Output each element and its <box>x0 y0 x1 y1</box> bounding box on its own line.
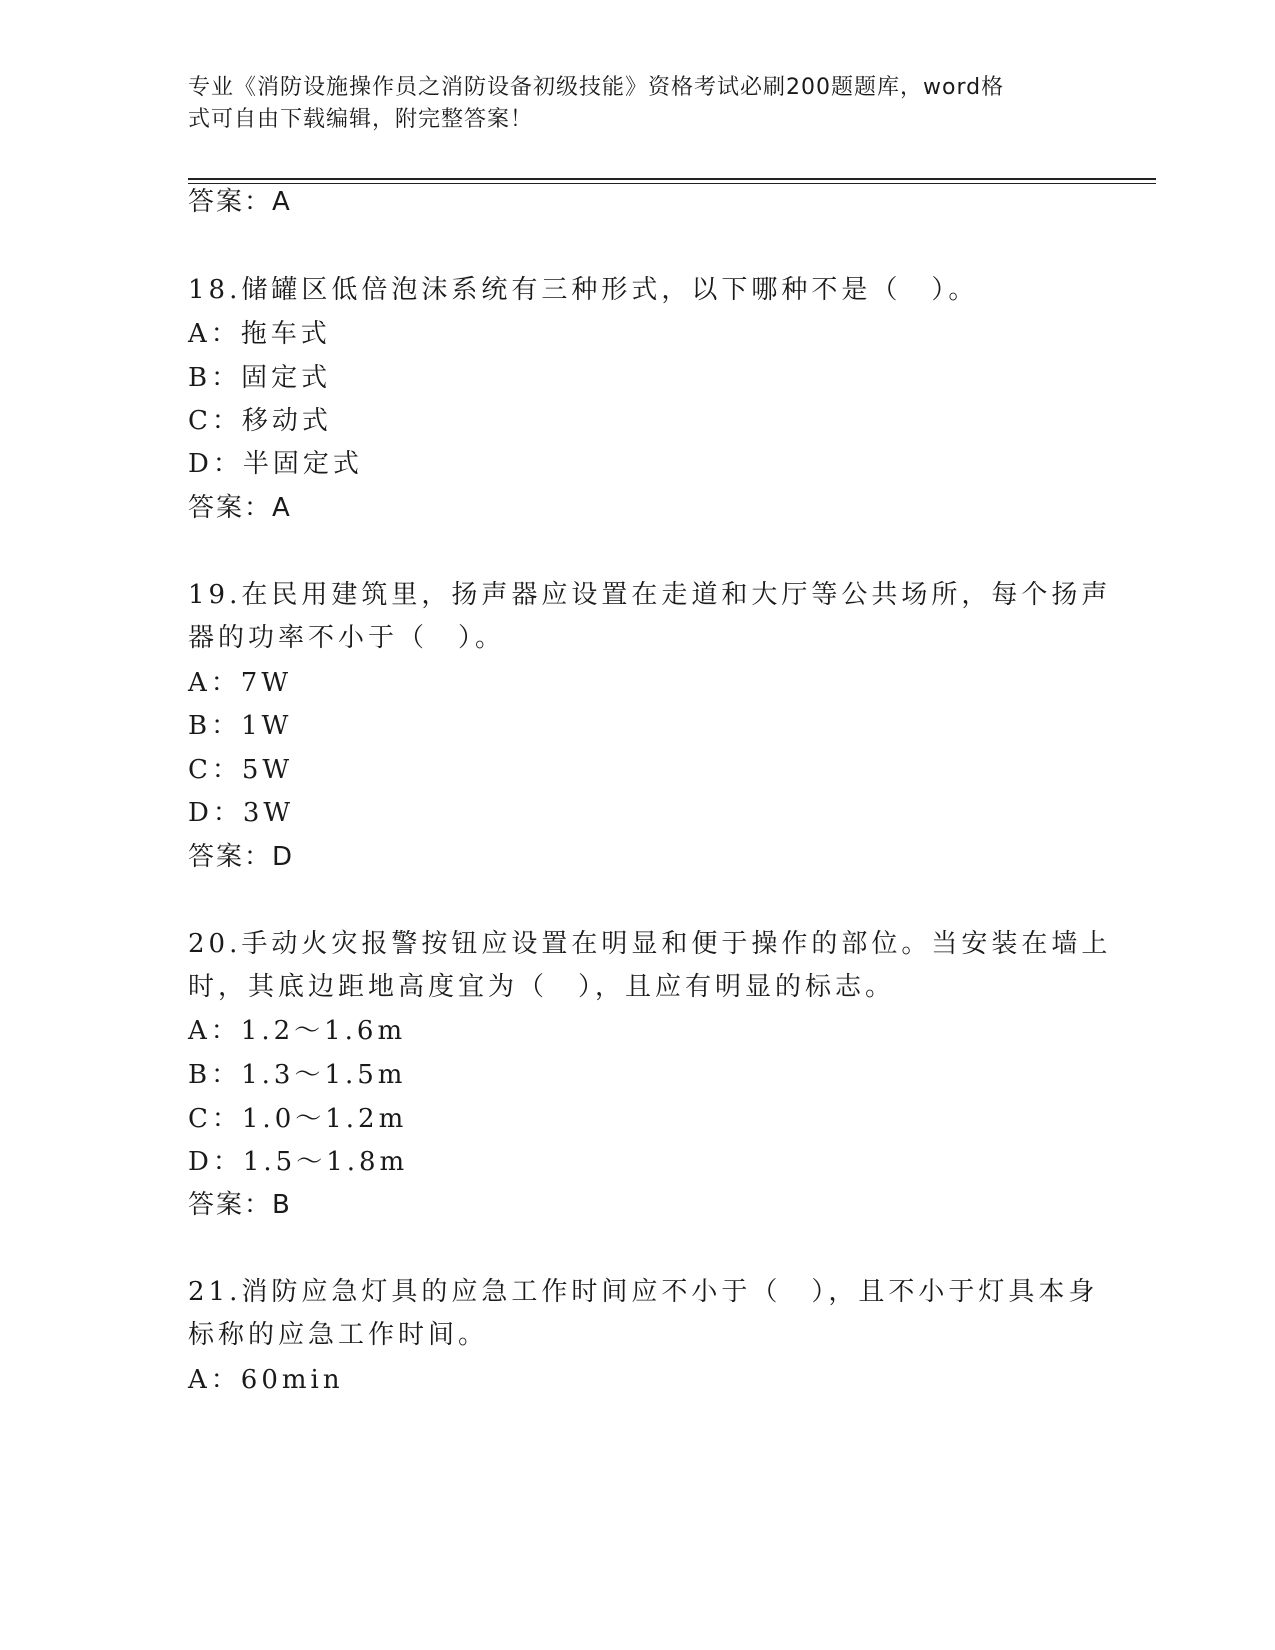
question-18-stem: 18.储罐区低倍泡沫系统有三种形式，以下哪种不是（ ）。 <box>188 275 979 305</box>
question-18-option-c: C：移动式 <box>188 406 332 436</box>
question-21-stem-line-2: 标称的应急工作时间。 <box>188 1320 489 1350</box>
question-20-option-d: D：1.5～1.8m <box>188 1147 409 1177</box>
question-19-option-a: A：7W <box>188 668 293 698</box>
question-20-option-c: C：1.0～1.2m <box>188 1104 408 1134</box>
question-19-stem-line-2: 器的功率不小于（ ）。 <box>188 623 506 653</box>
question-19-option-c: C：5W <box>188 755 294 785</box>
question-21-stem-line-1: 21.消防应急灯具的应急工作时间应不小于（ ），且不小于灯具本身 <box>188 1277 1099 1307</box>
header-line-1: 专业《消防设施操作员之消防设备初级技能》资格考试必刷200题题库，word格 <box>188 75 1005 100</box>
header-divider-thick <box>188 178 1156 180</box>
answer-17: 答案：A <box>188 187 292 217</box>
question-20-option-b: B：1.3～1.5m <box>188 1060 407 1090</box>
question-18-option-b: B：固定式 <box>188 363 332 393</box>
answer-19: 答案：D <box>188 842 295 872</box>
header-divider-thin <box>188 183 1156 184</box>
question-21-option-a: A：60min <box>188 1365 344 1395</box>
question-20-stem-line-1: 20.手动火灾报警按钮应设置在明显和便于操作的部位。当安装在墙上 <box>188 929 1112 959</box>
answer-20: 答案：B <box>188 1190 292 1220</box>
question-19-option-b: B：1W <box>188 711 293 741</box>
question-19-option-d: D：3W <box>188 798 295 828</box>
header-line-2: 式可自由下载编辑，附完整答案！ <box>188 107 534 132</box>
question-19-stem-line-1: 19.在民用建筑里，扬声器应设置在走道和大厅等公共场所，每个扬声 <box>188 580 1112 610</box>
answer-18: 答案：A <box>188 493 292 523</box>
question-18-option-a: A：拖车式 <box>188 319 331 349</box>
question-20-stem-line-2: 时，其底边距地高度宜为（ ），且应有明显的标志。 <box>188 972 896 1002</box>
question-20-option-a: A：1.2～1.6m <box>188 1016 407 1046</box>
question-18-option-d: D：半固定式 <box>188 449 363 479</box>
document-header <box>188 72 1078 136</box>
